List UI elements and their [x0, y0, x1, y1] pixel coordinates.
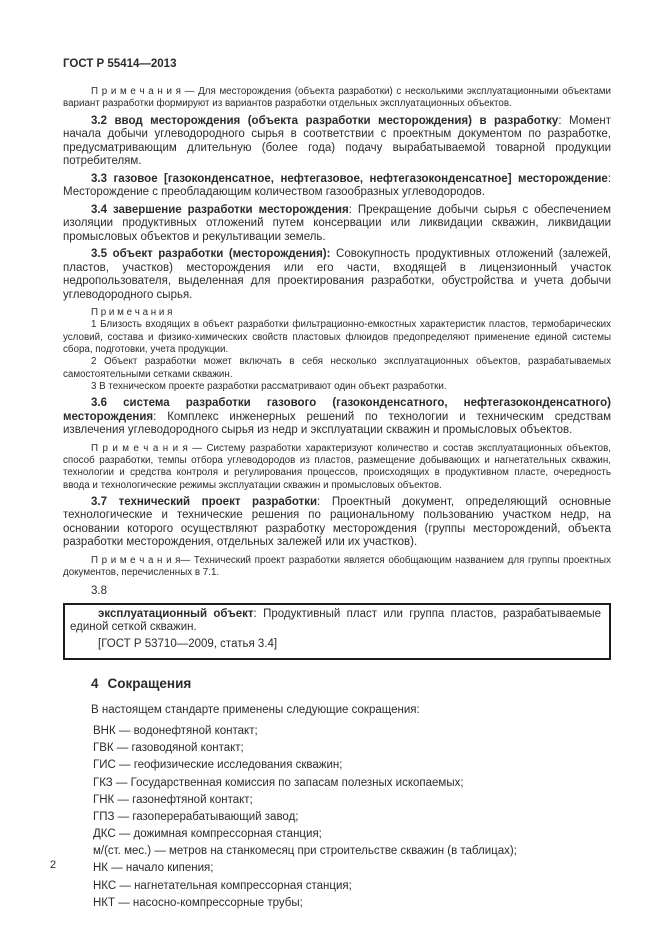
term-text: система разработки газового (газоконденсатного, нефтегазоконденсатного) месторождения: [63, 397, 611, 423]
note-item-2: 2 Объект разработки может включать в себя несколько эксплуатационных объектов, разрабатываемых самостоятельными сетками скважин.: [63, 356, 611, 380]
term-text: технический проект разработки: [118, 495, 318, 508]
abbreviation-item: ГВК — газоводяной контакт;: [93, 742, 244, 755]
abbreviation-item: ГПЗ — газоперерабатывающий завод;: [93, 810, 299, 823]
term-text: завершение разработки месторождения: [112, 203, 349, 216]
abbreviation-item: ДКС — дожимная компрессорная станция;: [93, 828, 322, 841]
term-3-7: [91, 496, 317, 508]
term-number: 3.3: [91, 172, 107, 185]
term-text: ввод месторождения (объекта разработки месторождения) в разработку: [114, 114, 559, 127]
term-3-8: эксплуатационный объект: [98, 607, 254, 620]
clause-number-3-8: 3.8: [91, 585, 107, 598]
term-3-2: [91, 115, 558, 127]
term-text: газовое [газоконденсатное, нефтегазовое, нефтегазоконденсатное] месторождение: [113, 172, 608, 185]
abbreviation-item: ГНК — газонефтяной контакт;: [93, 793, 253, 806]
definition-3-3: [63, 173, 611, 200]
definition-text-3-7: : Проектный документ, определяющий основные технологические и технические решения по рациональному пользованию участком недр, на основании которого осуществляют разработку месторождения (группы месторождений, объекта разработки месторождения, отдельных залежей или их участков).: [63, 495, 611, 549]
notes-label: П р и м е ч а н и я: [91, 307, 173, 319]
term-3-4: [91, 204, 349, 216]
abbreviations-intro: В настоящем стандарте применены следующие сокращения:: [91, 704, 420, 717]
abbreviation-item: НК — начало кипения;: [93, 862, 214, 875]
abbreviation-item: НКТ — насосно-компрессорные трубы;: [93, 896, 303, 909]
definition-text-3-2: : Момент начала добычи углеводородного сырья в соответствии с проектным документом по разработке, предусматривающим длительную (более года) подачу вырабатываемой товарной продукции потребителям.: [63, 114, 612, 168]
section-number: 4: [91, 676, 99, 692]
abbreviation-item: НКС — нагнетательная компрессорная станция;: [93, 879, 352, 892]
definition-text-3-3: : Месторождение с преобладающим количеством газообразных углеводородов.: [63, 172, 612, 199]
definition-3-7: [63, 496, 611, 550]
boxed-definition-source: [ГОСТ Р 53710—2009, статья 3.4]: [98, 637, 278, 650]
definition-3-5: [63, 248, 611, 302]
term-number: 3.7: [91, 495, 107, 508]
term-3-5: [91, 248, 330, 260]
page-number: 2: [50, 859, 57, 871]
term-number: 3.6: [91, 397, 107, 410]
definition-text-3-6: : Комплекс инженерных решений по технологии и техническим средствам извлечения углеводородного сырья из недр и эксплуатации скважин и промысловых объектов.: [63, 410, 611, 437]
note-after-3-6: П р и м е ч а н и я — Систему разработки характеризуют количество и состав эксплуатационных объектов, способ разработки, темпы отбора углеводородов из пластов, размещение добывающих и нагнетательных скважин, технологии и средства контроля и регулирования процессов, происходящих в продуктивном пласте, очередность ввода и технологические режимы эксплуатации скважин и промысловых объектов.: [63, 442, 611, 491]
definition-3-6: [63, 397, 611, 438]
doc-code-header: ГОСТ Р 55414—2013: [63, 58, 177, 70]
definition-3-2: [63, 115, 611, 169]
note-item-1: 1 Близость входящих в объект разработки фильтрационно-емкостных характеристик пластов, термобарических условий, состава и физико-химических свойств пластовых флюидов предопределяют применение единой системы сбора, подготовки, учета продукции.: [63, 319, 611, 355]
term-number: 3.5: [91, 248, 107, 261]
abbreviation-item: ГИС — геофизические исследования скважин;: [93, 759, 343, 772]
term-number: 3.4: [91, 203, 107, 216]
definition-text-3-8: : Продуктивный пласт или группа пластов, разрабатываемые единой сеткой скважин.: [70, 607, 601, 634]
boxed-term-paragraph: [70, 608, 601, 635]
term-text: объект разработки (месторождения):: [112, 248, 331, 261]
term-3-3: [91, 173, 608, 185]
definition-text-3-5: Совокупность продуктивных отложений (залежей, пластов, участков) месторождения или его части, входящей в лицензионный участок недропользователя, выделенная для проектирования разработки, обустройства и учета добычи углеводородного сырья.: [63, 248, 611, 301]
abbreviation-item: ГКЗ — Государственная комиссия по запасам полезных ископаемых;: [93, 776, 464, 789]
note-after-3-7: П р и м е ч а н и я— Технический проект разработки является обобщающим названием для группы проектных документов, перечисленных в 7.1.: [63, 554, 611, 579]
section-title: Сокращения: [107, 676, 192, 692]
abbreviation-item: м/(ст. мес.) — метров на станкомесяц при строительстве скважин (в таблицах);: [93, 845, 517, 858]
term-number: 3.2: [91, 114, 107, 127]
note-after-3-1: П р и м е ч а н и я — Для месторождения (объекта разработки) с несколькими эксплуатационными объектами вариант разработки формируют из вариантов разработки отдельных эксплуатационных объектов.: [63, 86, 611, 110]
section-4-heading: [63, 675, 611, 692]
abbreviation-item: ВНК — водонефтяной контакт;: [93, 724, 258, 737]
notes-block-3-5: [63, 307, 611, 393]
boxed-definition-3-8: [63, 603, 611, 661]
definition-3-4: [63, 204, 611, 245]
page-content: [63, 57, 611, 910]
note-item-3: 3 В техническом проекте разработки рассматривают один объект разработки.: [91, 380, 447, 392]
definition-text-3-4: : Прекращение добычи сырья с обеспечением изоляции продуктивных отложений путем консервации или ликвидации скважин, ликвидации промысловых объектов и рекультивации земель.: [63, 203, 611, 243]
